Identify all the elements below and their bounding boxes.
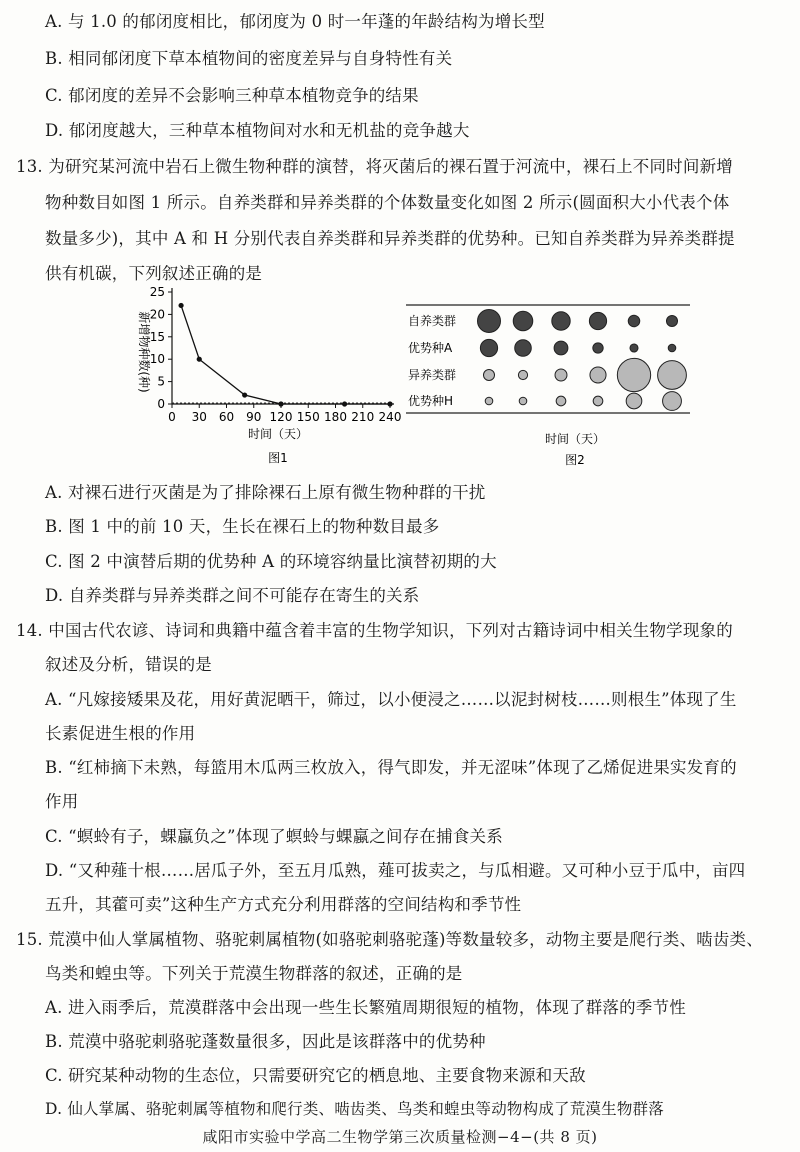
figure-1-x-tick-label: 120 [269, 410, 293, 424]
figure-2-bubble [617, 358, 650, 391]
figure-1-x-tick-label: 90 [246, 410, 262, 424]
q14-option-d-cont: 五升，其藿可卖”这种生产方式充分利用群落的空间结构和季节性 [45, 895, 522, 914]
q14-stem-line: 14. 中国古代农谚、诗词和典籍中蕴含着丰富的生物学知识，下列对古籍诗词中相关生物学现象的 [16, 621, 733, 640]
q13-stem-line: 物种数目如图 1 所示。自养类群和异养类群的个体数量变化如图 2 所示(圆面积大小代表个体 [45, 193, 730, 212]
figure-2-bubble [478, 310, 501, 333]
q13-option-c: C. 图 2 中演替后期的优势种 A 的环境容纳量比演替初期的大 [45, 552, 497, 571]
figure-2-bubble [485, 397, 493, 405]
figure-2-bubble [668, 344, 676, 352]
figure-1-x-tick-label: 180 [324, 410, 347, 424]
figure-2-title: 图2 [565, 453, 585, 467]
figure-2-bubble [593, 343, 603, 353]
figure-1-y-tick-label: 15 [149, 329, 165, 344]
figure-1-x-tick-label: 30 [191, 410, 207, 424]
figure-1-axes [172, 288, 394, 404]
figure-1-x-ticks [168, 404, 401, 424]
figure-2-bubble [628, 315, 640, 327]
q14-option-a: A. “凡嫁接矮果及花，用好黄泥晒干，筛过，以小便浸之……以泥封树枝……则根生”体现了生 [45, 690, 737, 709]
figure-1-data-point [242, 392, 247, 397]
figure-1-x-tick-label: 240 [378, 410, 402, 424]
page-footer: 咸阳市实验中学高二生物学第三次质量检测−4−(共 8 页) [202, 1128, 598, 1146]
figure-2-bubble [555, 369, 567, 381]
figure-2-bubble [590, 367, 606, 383]
figure-1-y-tick-label: 20 [149, 307, 165, 322]
figure-2-row-label: 优势种A [408, 341, 453, 355]
q12-option-c: C. 郁闭度的差异不会影响三种草本植物竞争的结果 [45, 86, 419, 105]
figure-1-data-point [278, 401, 283, 406]
figure-2-row-label: 自养类群 [408, 314, 457, 328]
q14-stem-line: 叙述及分析，错误的是 [45, 655, 212, 674]
figure-1-y-tick-label: 25 [149, 285, 165, 299]
figure-1-series [178, 303, 392, 407]
figure-1-y-tick-label: 10 [149, 352, 165, 367]
q14-option-d: D. “又种薤十根……居瓜子外，至五月瓜熟，薤可拔卖之，与瓜相避。又可种小豆于瓜中，亩四 [45, 861, 746, 880]
q15-option-d: D. 仙人掌属、骆驼刺属等植物和爬行类、啮齿类、鸟类和蝗虫等动物构成了荒漠生物群落 [45, 1100, 664, 1118]
figure-1-data-point [387, 401, 392, 406]
figure-2-bubble [593, 396, 603, 406]
figure-2-bubble [513, 311, 533, 331]
q15-option-b: B. 荒漠中骆驼刺骆驼蓬数量很多，因此是该群落中的优势种 [45, 1032, 486, 1051]
figure-1-data-point [178, 303, 183, 308]
figure-2-bubble [666, 315, 677, 326]
q13-option-a: A. 对裸石进行灭菌是为了排除裸石上原有微生物种群的干扰 [45, 483, 486, 502]
figure-1-chart [120, 282, 410, 477]
q14-option-a-cont: 长素促进生根的作用 [45, 724, 196, 743]
figure-2-bubble [518, 370, 527, 379]
figure-1-data-point [197, 357, 202, 362]
figure-2-bubble [519, 397, 527, 405]
q13-stem-line: 供有机碳，下列叙述正确的是 [45, 264, 263, 283]
q13-option-b: B. 图 1 中的前 10 天，生长在裸石上的物种数目最多 [45, 517, 440, 536]
q15-stem-line: 15. 荒漠中仙人掌属植物、骆驼刺属植物(如骆驼刺骆驼蓬)等数量较多，动物主要是爬行类、啮齿类、 [16, 930, 763, 949]
figure-2-bubble [480, 339, 497, 356]
figure-2-row-label: 优势种H [408, 394, 454, 408]
q13-stem-line: 13. 为研究某河流中岩石上微生物种群的演替，将灭菌后的裸石置于河流中，裸石上不同时间新增 [16, 157, 733, 176]
figure-2-bubble [554, 341, 568, 355]
figure-2-row-label: 异养类群 [408, 368, 457, 382]
figure-2-bubble [658, 361, 687, 390]
figure-1-title: 图1 [268, 451, 288, 465]
figure-2-bubble [552, 312, 570, 330]
figure-1-x-tick-label: 60 [218, 410, 235, 424]
figure-2-bubble [663, 392, 682, 411]
q12-option-a: A. 与 1.0 的郁闭度相比，郁闭度为 0 时一年蓬的年龄结构为增长型 [45, 12, 545, 31]
q14-option-b: B. “红柿摘下未熟，每篮用木瓜两三枚放入，得气即发，并无涩味”体现了乙烯促进果实发育的 [45, 758, 737, 777]
figure-2-xlabel: 时间（天） [544, 432, 606, 446]
figure-2-bubble [483, 369, 494, 380]
figure-2-bubble [626, 393, 642, 409]
figure-1-y-tick-label: 0 [157, 397, 165, 411]
q15-stem-line: 鸟类和蝗虫等。下列关于荒漠生物群落的叙述，正确的是 [45, 964, 463, 983]
q15-option-a: A. 进入雨季后，荒漠群落中会出现一些生长繁殖周期很短的植物，体现了群落的季节性 [45, 998, 686, 1017]
figure-2-bubble [630, 344, 638, 352]
figure-2-bubble [589, 312, 606, 329]
q14-option-b-cont: 作用 [45, 792, 79, 811]
q13-option-d: D. 自养类群与异养类群之间不可能存在寄生的关系 [45, 586, 420, 605]
figure-1-ylabel: 新增物种数(种) [137, 311, 151, 393]
figure-1-series-line [181, 305, 390, 404]
q12-option-d: D. 郁闭度越大，三种草本植物间对水和无机盐的竞争越大 [45, 121, 470, 140]
figure-1-y-tick-label: 5 [157, 374, 165, 389]
figure-2-bubbles [478, 310, 687, 411]
figure-1-xlabel: 时间（天） [247, 427, 309, 441]
figure-2-row-labels [408, 313, 456, 408]
q15-option-c: C. 研究某种动物的生态位，只需要研究它的栖息地、主要食物来源和天敌 [45, 1066, 586, 1085]
figure-1-x-tick-label: 0 [168, 410, 176, 424]
figure-2-chart [400, 295, 700, 475]
figure-1-x-tick-label: 210 [351, 410, 375, 424]
q12-option-b: B. 相同郁闭度下草本植物间的密度差异与自身特性有关 [45, 49, 453, 68]
q13-stem-line: 数量多少)，其中 A 和 H 分别代表自养类群和异养类群的优势种。已知自养类群为异养类群提 [45, 229, 735, 248]
figure-2-bubble [515, 340, 532, 357]
figure-1-data-point [342, 401, 347, 406]
figure-1-x-tick-label: 150 [296, 410, 320, 424]
figure-1-y-ticks [150, 285, 172, 411]
figure-2-bubble [556, 396, 566, 406]
q14-option-c: C. “螟蛉有子，蜾蠃负之”体现了螟蛉与蜾蠃之间存在捕食关系 [45, 827, 503, 846]
